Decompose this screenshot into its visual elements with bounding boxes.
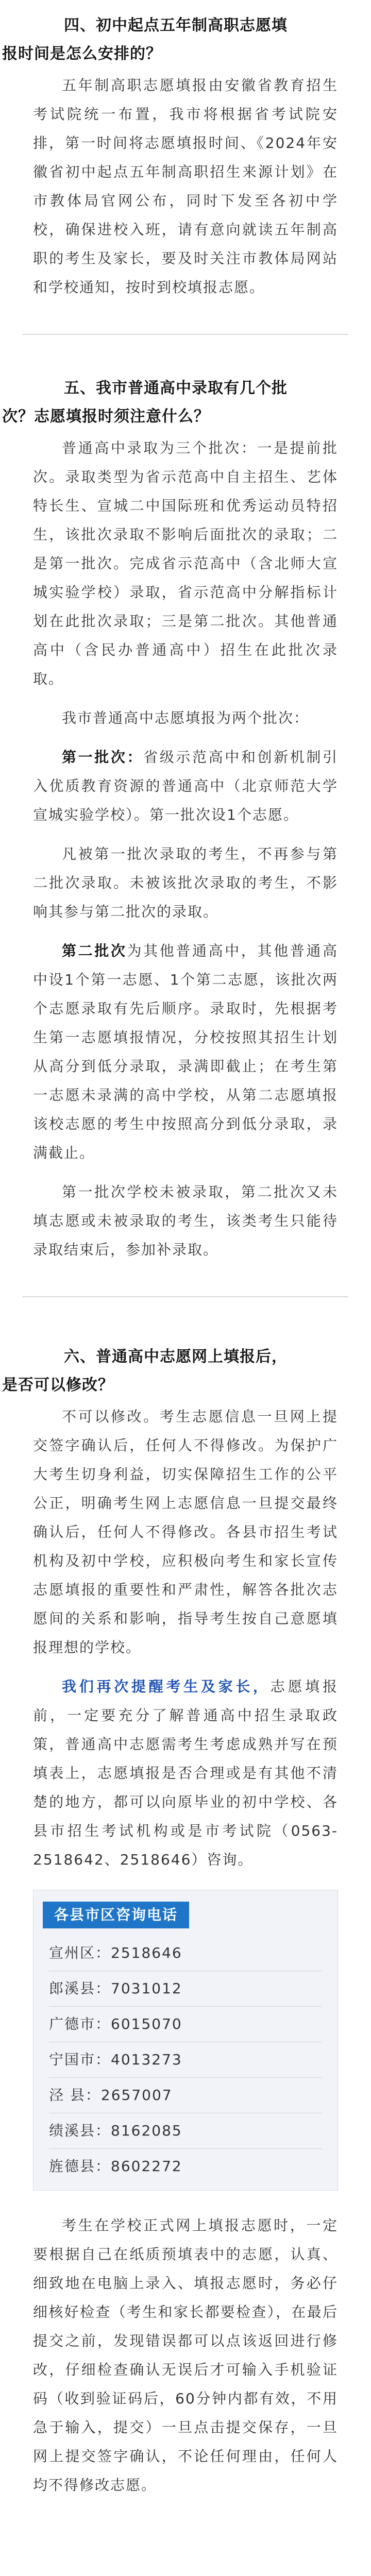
section-5 xyxy=(0,374,371,1264)
first-batch-label: 第一批次： xyxy=(62,749,144,766)
section-6-paragraph-3: 考生在学校正式网上填报志愿时，一定要根据自己在纸质预填表中的志愿，认真、细致地在电脑上录入、填报志愿时，务必仔细核好检查（考生和家长都要检查），在最后提交之前，发现错误都可以点该返回进行修改，仔细检查确认无误后才可输入手机验证码（收到验证码后，60分钟内都有效，不用急于输入，提交）一旦点击提交保存，一旦网上提交签字确认，不论任何理由，任何人均不得修改志愿。 xyxy=(33,2217,338,2494)
consult-phone-title: 各县市区咨询电话 xyxy=(43,1902,189,1928)
second-batch-label: 第二批次 xyxy=(62,942,127,959)
section-divider-2 xyxy=(23,1296,348,1297)
section-4-paragraph-1: 五年制高职志愿填报由安徽省教育招生考试院统一布置，我市将根据省考试院安排，第一时间将志愿填报时间、《2024年安徽省初中起点五年制高职招生来源计划》在市教体局官网公布，同时下发至各初中学校，确保进校入班，请有意向就读五年制高职的考生及家长，要及时关注市教体局网站和学校通知，按时到校填报志愿。 xyxy=(33,77,338,296)
section-divider-1 xyxy=(23,334,348,335)
section-6-paragraph-2 xyxy=(33,1672,338,1874)
section-5-question xyxy=(2,374,338,431)
consult-phone-row: 宁国市：4013273 xyxy=(49,2042,322,2078)
section-6-question-line2: 是否可以修改？ xyxy=(2,1376,114,1394)
consult-phone-row: 广德市：6015070 xyxy=(49,2007,322,2042)
consult-phone-row: 旌德县：8602272 xyxy=(49,2158,182,2175)
consult-phone-row: 绩溪县：8162085 xyxy=(49,2113,322,2149)
section-5-paragraph-6: 第一批次学校未被录取，第二批次又未填志愿或未被录取的考生，该类考生只能待录取结束后，参加补录取。 xyxy=(33,1183,338,1258)
section-5-question-line2: 次？志愿填报时须注意什么？ xyxy=(2,408,210,426)
section-5-question-line1: 五、我市普通高中录取有几个批 xyxy=(64,379,288,397)
section-6-question xyxy=(2,1343,338,1399)
second-batch-text: 为其他普通高中，其他普通高中设1个第一志愿、1个第二志愿，该批次两个志愿录取有先后顺序。录取时，先根据考生第一志愿填报情况，分校按照其招生计划从高分到低分录取，录满即截止；在考生第一志愿未录满的高中学校，从第二志愿填报该校志愿的考生中按照高分到低分录取，录满截止。 xyxy=(33,942,338,1161)
section-4-question xyxy=(2,11,338,68)
section-5-paragraph-3 xyxy=(33,743,338,829)
consult-phone-row: 宣州区：2518646 xyxy=(49,1936,322,1971)
section-4-question-line2: 报时间是怎么安排的？ xyxy=(2,45,162,63)
consult-phone-box xyxy=(33,1890,338,2191)
section-5-paragraph-5 xyxy=(33,937,338,1167)
reminder-text: 志愿填报前，一定要充分了解普通高中招生录取政策，普通高中志愿需考生考虑成熟并写在预填表上，志愿填报是否合理或是有其他不清楚的地方，都可以向原毕业的初中学校、各县市招生考试机构或是市考试院（0563-2518642、2518646）咨询。 xyxy=(33,1678,338,1868)
first-batch-text: 省级示范高中和创新机制引入优质教育资源的普通高中（北京师范大学宣城实验学校）。第一批次设1个志愿。 xyxy=(33,749,338,823)
reminder-highlight: 我们再次提醒考生及家长， xyxy=(62,1678,271,1695)
section-5-paragraph-1: 普通高中录取为三个批次：一是提前批次。录取类型为省示范高中自主招生、艺体特长生、宣城二中国际班和优秀运动员特招生，该批次录取不影响后面批次的录取；二是第一批次。完成省示范高中（含北师大宣城实验学校）录取，省示范高中分解指标计划在此批次录取；三是第二批次。其他普通高中（含民办普通高中）招生在此批次录取。 xyxy=(33,439,338,687)
consult-phone-row: 郎溪县：7031012 xyxy=(49,1971,322,2007)
section-4-question-line1: 四、初中起点五年制高职志愿填 xyxy=(64,16,288,35)
section-5-paragraph-2: 我市普通高中志愿填报为两个批次： xyxy=(62,709,310,726)
consult-phone-row: 泾 县：2657007 xyxy=(49,2078,322,2113)
section-5-paragraph-4: 凡被第一批次录取的考生，不再参与第二批次录取。未被该批次录取的考生，不影响其参与第二批次的录取。 xyxy=(33,845,338,920)
section-6-paragraph-1: 不可以修改。考生志愿信息一旦网上提交签字确认后，任何人不得修改。为保护广大考生切身利益，切实保障招生工作的公平公正，明确考生网上志愿信息一旦提交最终确认后，任何人不得修改。各县市招生考试机构及初中学校，应积极向考生和家长宣传志愿填报的重要性和严肃性，解答各批次志愿间的关系和影响，指导考生按自己意愿填报理想的学校。 xyxy=(33,1408,338,1656)
section-4 xyxy=(0,0,371,302)
section-6-question-line1: 六、普通高中志愿网上填报后， xyxy=(64,1348,288,1366)
section-6 xyxy=(0,1343,371,2500)
